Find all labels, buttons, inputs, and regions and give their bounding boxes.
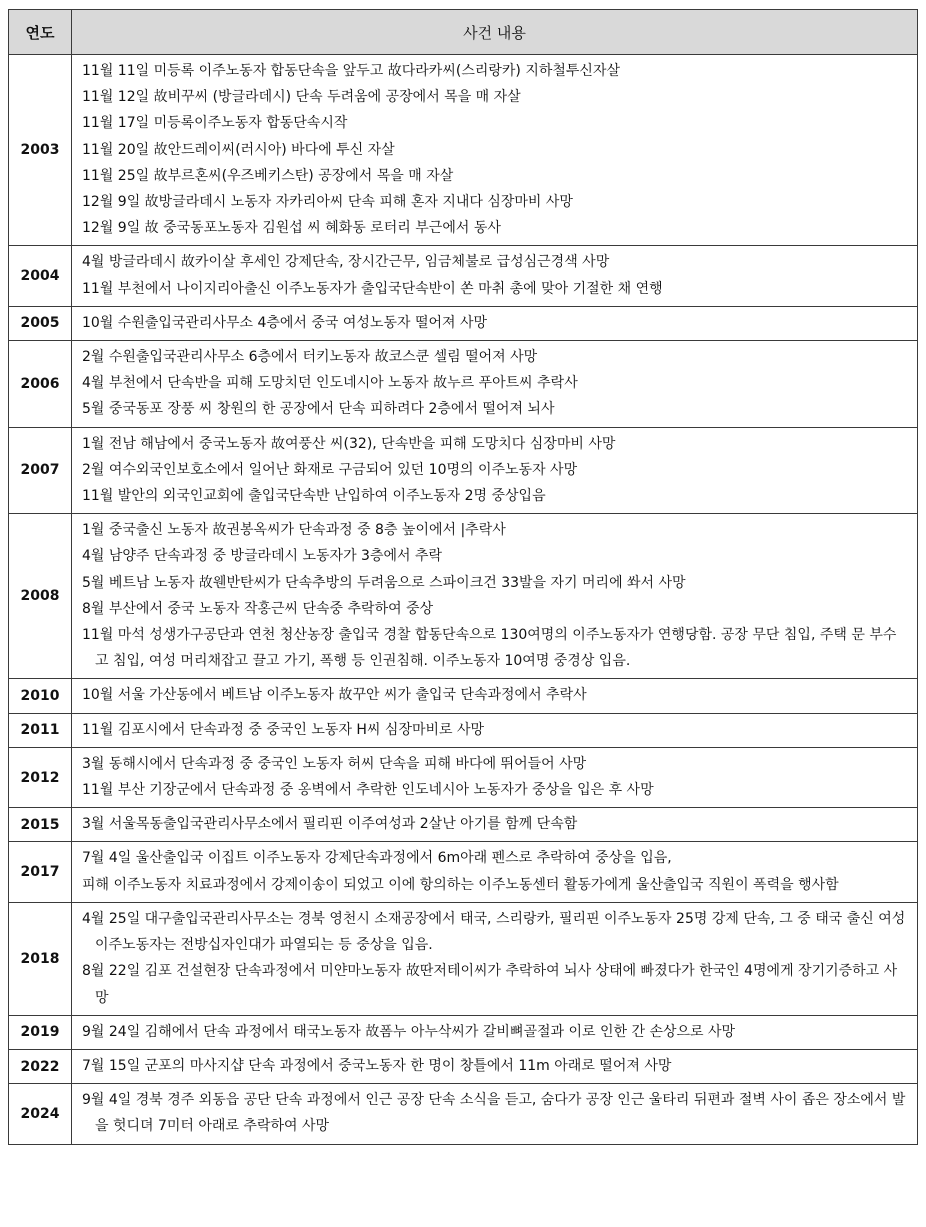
event-line: 4월 25일 대구출입국관리사무소는 경북 영천시 소재공장에서 태국, 스리랑카, 필리핀 이주노동자 25명 강제 단속, 그 중 태국 출신 여성 이주노동자는 전방십자인대가 파열되는 등 중상을 입음. — [82, 910, 906, 954]
event-line: 7월 4일 울산출입국 이집트 이주노동자 강제단속과정에서 6m아래 펜스로 추락하여 중상을 입음, — [82, 850, 672, 867]
table-row — [9, 306, 918, 340]
table-row — [9, 902, 918, 1015]
table-row — [9, 55, 918, 246]
year-cell: 2004 — [9, 246, 72, 306]
year-cell: 2005 — [9, 306, 72, 340]
event-line: 9월 4일 경북 경주 외동읍 공단 단속 과정에서 인근 공장 단속 소식을 듣고, 숨다가 공장 인근 울타리 뒤편과 절벽 사이 좁은 장소에서 발을 헛디뎌 7미터 아래로 추락하여 사망 — [82, 1092, 906, 1135]
event-description-cell — [72, 55, 918, 246]
table-row — [9, 1049, 918, 1083]
event-line: 5월 중국동포 장풍 씨 창원의 한 공장에서 단속 피하려다 2층에서 떨어져 뇌사 — [82, 401, 555, 418]
event-line: 4월 부천에서 단속반을 피해 도망치던 인도네시아 노동자 故누르 푸아트씨 추락사 — [82, 375, 578, 392]
incident-table — [8, 9, 918, 1145]
event-line: 11월 11일 미등록 이주노동자 합동단속을 앞두고 故다라카씨(스리랑카) 지하철투신자살 — [82, 63, 620, 79]
event-line: 1월 전남 해남에서 중국노동자 故여풍산 씨(32), 단속반을 피해 도망치다 심장마비 사망 — [82, 435, 616, 452]
year-cell: 2019 — [9, 1015, 72, 1049]
event-line: 1월 중국출신 노동자 故권봉옥씨가 단속과정 중 8층 높이에서 |추락사 — [82, 522, 506, 539]
event-line: 11월 25일 故부르혼씨(우즈베키스탄) 공장에서 목을 매 자살 — [82, 167, 454, 184]
year-cell: 2015 — [9, 808, 72, 842]
event-line: 피해 이주노동자 치료과정에서 강제이송이 되었고 이에 항의하는 이주노동센터 활동가에게 울산출입국 직원이 폭력을 행사함 — [82, 876, 839, 893]
event-line: 8월 22일 김포 건설현장 단속과정에서 미얀마노동자 故딴저테이씨가 추락하여 뇌사 상태에 빠졌다가 한국인 4명에게 장기기증하고 사망 — [82, 963, 898, 1006]
year-cell: 2006 — [9, 341, 72, 428]
table-body — [9, 55, 918, 1145]
table-row — [9, 1084, 918, 1144]
event-line: 11월 17일 미등록이주노동자 합동단속시작 — [82, 115, 348, 132]
year-cell: 2012 — [9, 747, 72, 807]
event-line: 11월 20일 故안드레이씨(러시아) 바다에 투신 자살 — [82, 141, 395, 158]
year-cell: 2011 — [9, 713, 72, 747]
event-description-cell — [72, 1084, 918, 1144]
event-line: 11월 김포시에서 단속과정 중 중국인 노동자 H씨 심장마비로 사망 — [82, 721, 485, 738]
event-description-cell — [72, 341, 918, 428]
event-line: 7월 15일 군포의 마사지샵 단속 과정에서 중국노동자 한 명이 창틀에서 11m 아래로 떨어져 사망 — [82, 1057, 672, 1074]
table-row — [9, 808, 918, 842]
table-row — [9, 341, 918, 428]
table-row — [9, 427, 918, 514]
event-description-cell — [72, 427, 918, 514]
table-row — [9, 842, 918, 902]
event-description-cell — [72, 808, 918, 842]
event-line: 11월 마석 성생가구공단과 연천 청산농장 출입국 경찰 합동단속으로 130여명의 이주노동자가 연행당함. 공장 무단 침입, 주택 문 부수고 침입, 여성 머리채잡고 끌고 가기, 폭행 등 인권침해. 이주노동자 10여명 중경상 입음. — [82, 627, 897, 670]
event-description-cell — [72, 842, 918, 902]
event-description-cell — [72, 679, 918, 713]
table-row — [9, 246, 918, 306]
table-header-row — [9, 10, 918, 55]
event-description-cell — [72, 902, 918, 1015]
event-description-cell — [72, 246, 918, 306]
event-description-cell — [72, 747, 918, 807]
event-line: 4월 남양주 단속과정 중 방글라데시 노동자가 3층에서 추락 — [82, 548, 443, 565]
event-line: 12월 9일 故방글라데시 노동자 자카리아씨 단속 피해 혼자 지내다 심장마비 사망 — [82, 194, 573, 211]
event-line: 3월 동해시에서 단속과정 중 중국인 노동자 허씨 단속을 피해 바다에 뛰어들어 사망 — [82, 755, 587, 772]
year-column-header: 연도 — [9, 10, 72, 55]
event-line: 5월 베트남 노동자 故웬반탄씨가 단속추방의 두려움으로 스파이크건 33발을 자기 머리에 쏴서 사망 — [82, 574, 686, 591]
event-description-cell — [72, 713, 918, 747]
table-row — [9, 747, 918, 807]
event-line: 11월 12일 故비꾸씨 (방글라데시) 단속 두려움에 공장에서 목을 매 자살 — [82, 89, 521, 106]
year-cell: 2017 — [9, 842, 72, 902]
year-cell: 2018 — [9, 902, 72, 1015]
event-description-cell — [72, 1015, 918, 1049]
event-line: 8월 부산에서 중국 노동자 작홍근씨 단속중 추락하여 중상 — [82, 600, 434, 617]
event-line: 12월 9일 故 중국동포노동자 김원섭 씨 혜화동 로터리 부근에서 동사 — [82, 220, 501, 237]
event-line: 4월 방글라데시 故카이살 후세인 강제단속, 장시간근무, 임금체불로 급성심근경색 사망 — [82, 254, 610, 271]
year-cell: 2008 — [9, 514, 72, 679]
event-line: 2월 여수외국인보호소에서 일어난 화재로 구금되어 있던 10명의 이주노동자 사망 — [82, 461, 578, 478]
table-row — [9, 713, 918, 747]
year-cell: 2007 — [9, 427, 72, 514]
table-row — [9, 1015, 918, 1049]
event-line: 2월 수원출입국관리사무소 6층에서 터키노동자 故코스쿤 셀림 떨어져 사망 — [82, 349, 538, 366]
event-description-cell — [72, 306, 918, 340]
event-line: 10월 서울 가산동에서 베트남 이주노동자 故꾸안 씨가 출입국 단속과정에서 추락사 — [82, 687, 587, 704]
event-line: 11월 부산 기장군에서 단속과정 중 옹벽에서 추락한 인도네시아 노동자가 중상을 입은 후 사망 — [82, 782, 654, 799]
event-description-cell — [72, 1049, 918, 1083]
event-description-cell — [72, 514, 918, 679]
event-line: 11월 발안의 외국인교회에 출입국단속반 난입하여 이주노동자 2명 중상입음 — [82, 488, 546, 505]
table-row — [9, 679, 918, 713]
year-cell: 2022 — [9, 1049, 72, 1083]
year-cell: 2010 — [9, 679, 72, 713]
event-line: 11월 부천에서 나이지리아출신 이주노동자가 출입국단속반이 쏜 마취 총에 맞아 기절한 채 연행 — [82, 280, 663, 297]
table-row — [9, 514, 918, 679]
year-cell: 2003 — [9, 55, 72, 246]
year-cell: 2024 — [9, 1084, 72, 1144]
event-line: 10월 수원출입국관리사무소 4층에서 중국 여성노동자 떨어져 사망 — [82, 314, 488, 331]
event-line: 9월 24일 김해에서 단속 과정에서 태국노동자 故폼누 아누삭씨가 갈비뼈골절과 이로 인한 간 손상으로 사망 — [82, 1023, 736, 1040]
event-line: 3월 서울목동출입국관리사무소에서 필리핀 이주여성과 2살난 아기를 함께 단속함 — [82, 816, 578, 833]
content-column-header: 사건 내용 — [72, 10, 918, 55]
